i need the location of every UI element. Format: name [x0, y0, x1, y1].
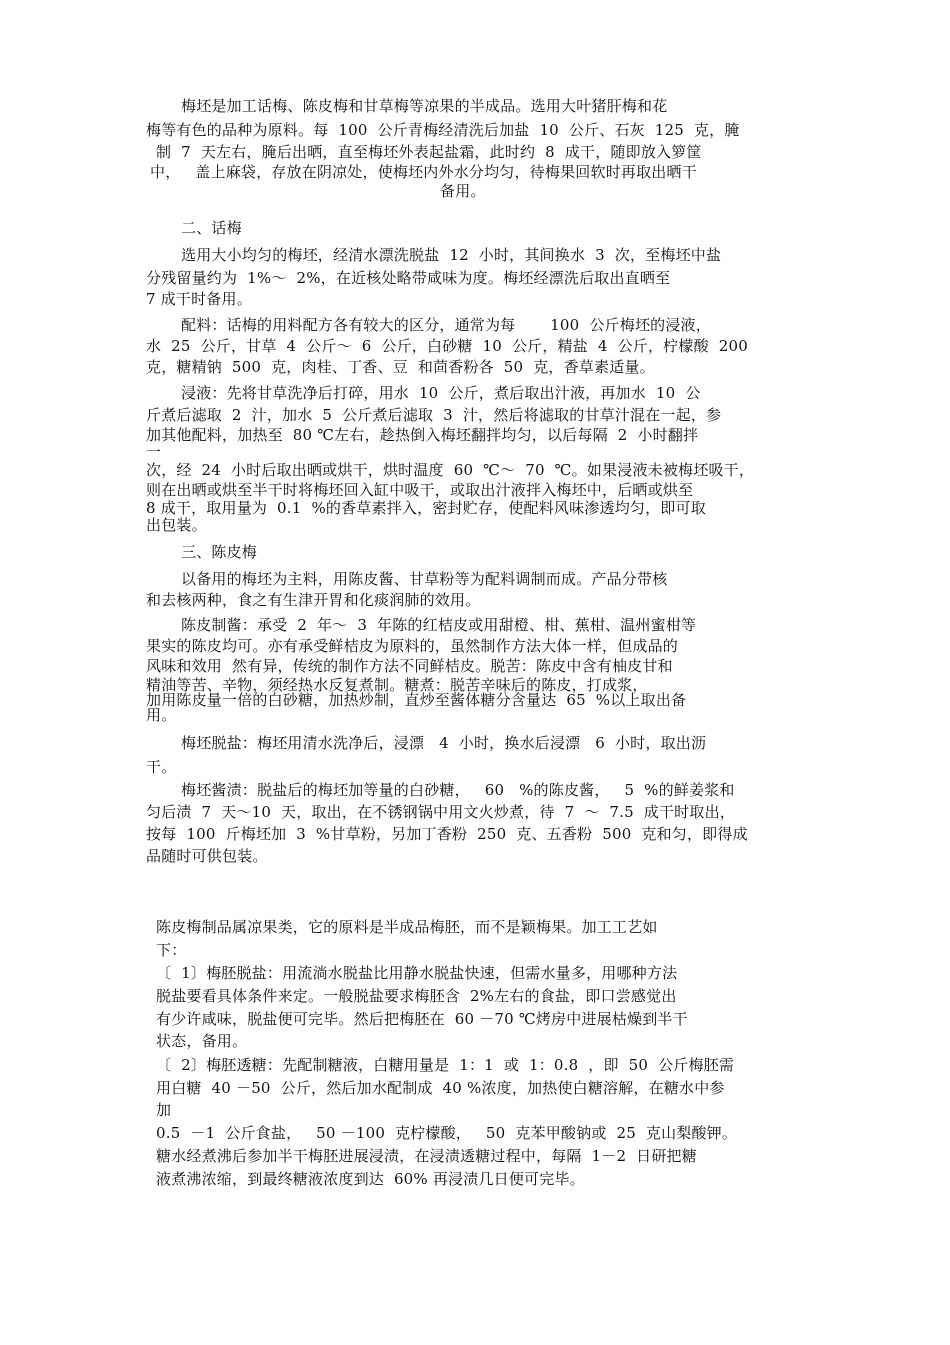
text-line: 出包装。	[146, 516, 207, 534]
text-line: 风味和效用 然有异，传统的制作方法不同鲜桔皮。脱苦：陈皮中含有柚皮甘和	[146, 657, 673, 675]
text-line: 有少许咸味，脱盐便可完毕。然后把梅胚在 60 －70 ℃烤房中进展枯燥到半干	[156, 1010, 688, 1028]
text-line: 精油等苦、辛物，须经热水反复煮制。糖煮：脱苦辛味后的陈皮，打成浆，	[146, 676, 648, 694]
text-line: 7 成干时备用。	[146, 290, 252, 308]
text-line: 陈皮梅制品属凉果类，它的原料是半成品梅胚，而不是颖梅果。加工工艺如	[156, 918, 658, 936]
text-line: 8 成干，取用量为 0.1 %的香草素拌入，密封贮存，使配料风味渗透均匀，即可取	[146, 499, 706, 517]
text-line: 下：	[156, 941, 187, 959]
section-heading-chenpimei: 三、陈皮梅	[181, 543, 258, 561]
text-line: 次，经 24 小时后取出晒或烘干，烘时温度 60 ℃～ 70 ℃。如果浸液未被梅坯吸干，	[146, 461, 755, 479]
text-line: 配料：话梅的用料配方各有较大的区分，通常为每 100 公斤梅坯的浸液，	[181, 316, 711, 334]
text-line: 浸液：先将甘草洗净后打碎，用水 10 公斤，煮后取出汁液，再加水 10 公	[181, 384, 701, 402]
text-line: 选用大小均匀的梅坯，经清水漂洗脱盐 12 小时，其间换水 3 次，至梅坯中盐	[181, 246, 722, 264]
text-line: 用。	[146, 706, 177, 724]
text-line: 加其他配料，加热至 80 ℃左右，趁热倒入梅坯翻拌均匀，以后每隔 2 小时翻拌	[146, 426, 699, 444]
text-line: 陈皮制酱：承受 2 年～ 3 年陈的红桔皮或用甜橙、柑、蕉柑、温州蜜柑等	[181, 616, 697, 634]
text-line: 按每 100 斤梅坯加 3 %甘草粉，另加丁香粉 250 克、五香粉 500 克和匀，即得成	[146, 825, 748, 843]
text-line: 加	[156, 1101, 172, 1119]
text-line: 斤煮后滤取 2 汁，加水 5 公斤煮后滤取 3 汁，然后将滤取的甘草汁混在一起，参	[146, 406, 722, 424]
text-line: 液煮沸浓缩，到最终糖液浓度到达 60% 再浸渍几日便可完毕。	[156, 1170, 585, 1188]
section-heading-huamei: 二、话梅	[181, 219, 242, 237]
text-line: 水 25 公斤，甘草 4 公斤～ 6 公斤，白砂糖 10 公斤，精盐 4 公斤，柠檬酸 200	[146, 337, 748, 355]
text-line: 糖水经煮沸后参加半干梅胚进展浸渍，在浸渍透糖过程中，每隔 1－2 日研把糖	[156, 1147, 697, 1165]
text-line: 〔 2〕梅胚透糖：先配制糖液，白糖用量是 1：1 或 1：0.8 ，即 50 公斤梅胚需	[156, 1056, 735, 1074]
text-line: 以备用的梅坯为主料，用陈皮酱、甘草粉等为配料调制而成。产品分带核	[181, 570, 668, 588]
text-line: 〔 1〕梅胚脱盐：用流淌水脱盐比用静水脱盐快速，但需水量多，用哪种方法	[156, 964, 678, 982]
text-line: 干。	[146, 758, 177, 776]
text-line: 匀后渍 7 天～10 天，取出，在不锈钢锅中用文火炒煮，待 7 ～ 7.5 成干时取出，	[146, 803, 735, 821]
text-line: 则在出晒或烘至半干时将梅坯回入缸中吸干，或取出汁液拌入梅坯中，后晒或烘至	[146, 481, 694, 499]
text-line: 加用陈皮量一倍的白砂糖，加热炒制，直炒至酱体糖分含量达 65 %以上取出备	[146, 691, 687, 709]
text-line: 果实的陈皮均可。亦有承受鲜桔皮为原料的，虽然制作方法大体一样，但成品的	[146, 637, 679, 655]
text-line: 梅等有色的品种为原料。每 100 公斤青梅经清洗后加盐 10 公斤、石灰 125 克，腌	[146, 121, 740, 139]
text-line: 状态，备用。	[156, 1032, 248, 1050]
text-line: 克，糖精钠 500 克，肉桂、丁香、豆 和茴香粉各 50 克，香草素适量。	[146, 358, 655, 376]
text-line: 分残留量约为 1%～ 2%，在近核处略带咸味为度。梅坯经漂洗后取出直晒至	[146, 269, 671, 287]
text-line: 中， 盖上麻袋，存放在阴凉处，使梅坯内外水分均匀，待梅果回软时再取出晒干	[150, 163, 697, 181]
text-line: 制 7 天左右，腌后出晒，直至梅坯外表起盐霜，此时约 8 成干，随即放入箩筐	[156, 143, 702, 161]
text-line: 备用。	[440, 182, 486, 200]
text-line: 一	[146, 443, 162, 461]
text-line: 和去核两种，食之有生津开胃和化痰润肺的效用。	[146, 591, 481, 609]
text-line: 0.5 －1 公斤食盐， 50 －100 克柠檬酸， 50 克苯甲酸钠或 25 克山梨酸钾。	[156, 1124, 738, 1142]
text-line: 品随时可供包装。	[146, 847, 268, 865]
text-line: 梅坯酱渍：脱盐后的梅坯加等量的白砂糖， 60 %的陈皮酱， 5 %的鲜姜浆和	[181, 781, 735, 799]
text-line: 梅坯脱盐：梅坯用清水洗净后，浸漂 4 小时，换水后浸漂 6 小时，取出沥	[181, 734, 707, 752]
text-line: 用白糖 40 －50 公斤，然后加水配制成 40 %浓度，加热使白糖溶解，在糖水中参	[156, 1079, 725, 1097]
text-line: 脱盐要看具体条件来定。一般脱盐要求梅胚含 2%左右的食盐，即口尝感觉出	[156, 987, 677, 1005]
text-line: 梅坯是加工话梅、陈皮梅和甘草梅等凉果的半成品。选用大叶猪肝梅和花	[181, 97, 668, 115]
